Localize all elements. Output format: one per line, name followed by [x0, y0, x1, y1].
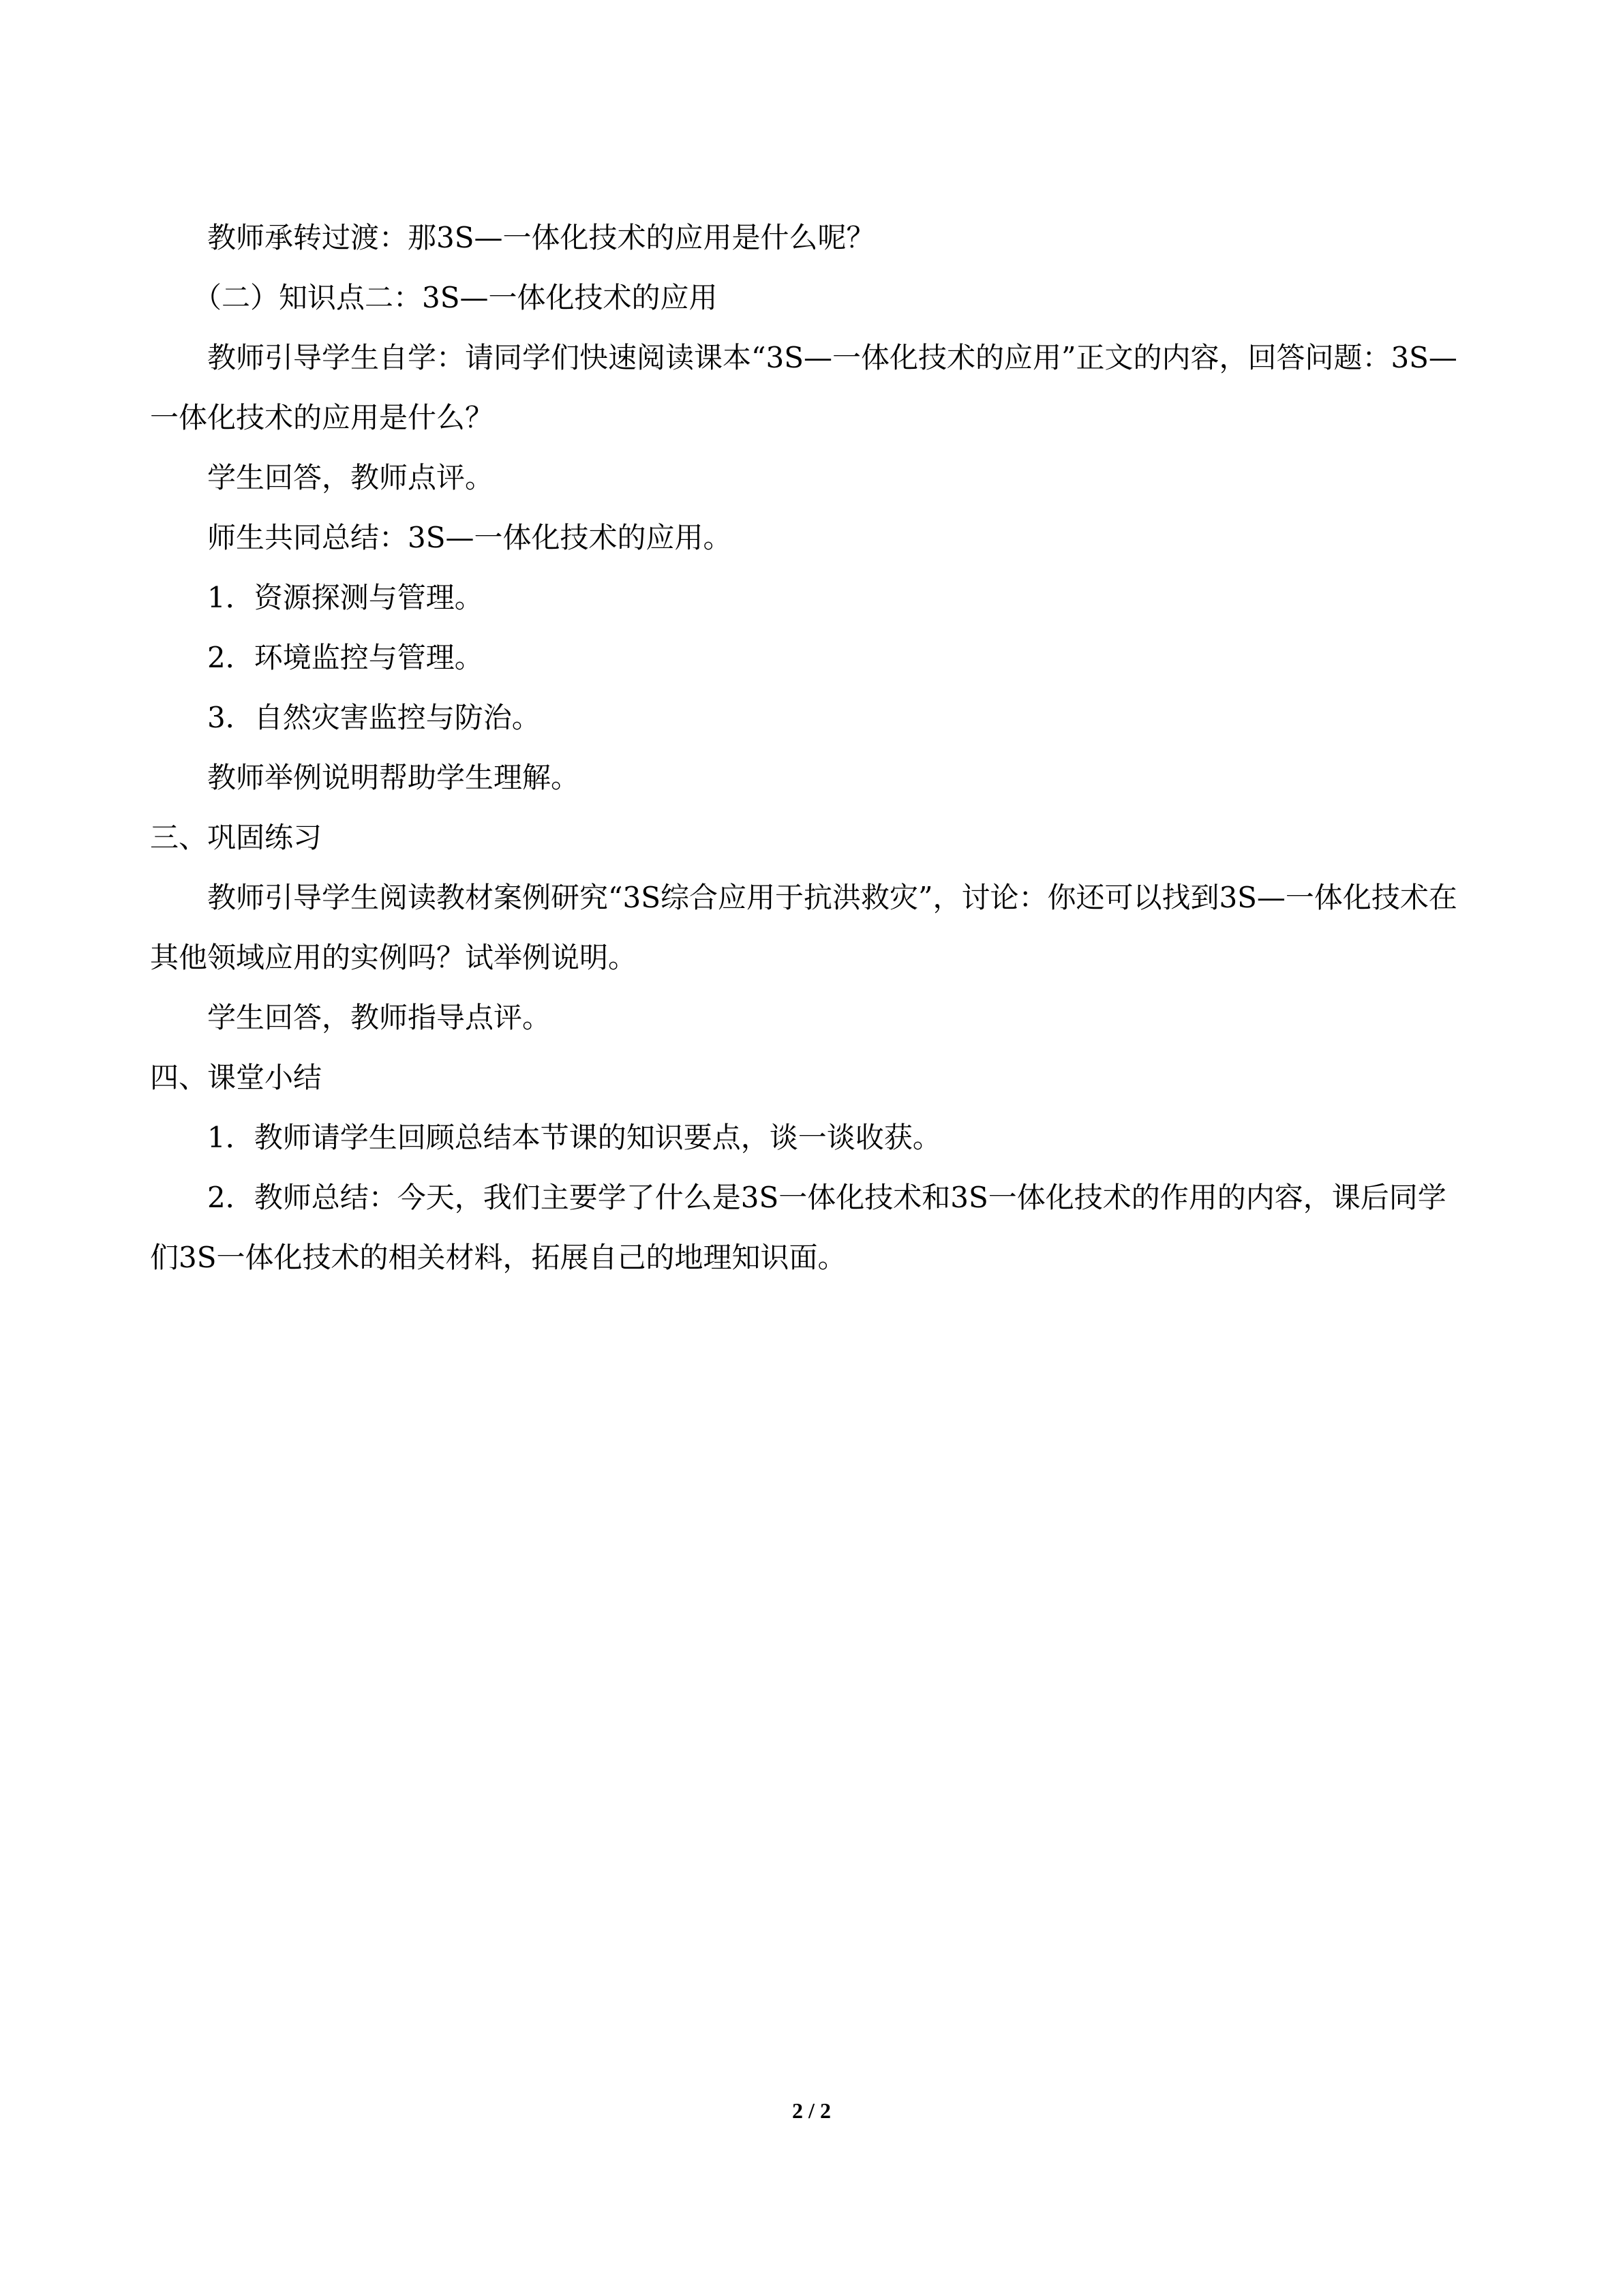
page-number: 2 / 2 [792, 2098, 831, 2123]
paragraph-student-answer-2: 学生回答，教师指导点评。 [207, 1001, 551, 1034]
section-heading-class-summary: 四、课堂小结 [150, 1061, 322, 1094]
document-body [150, 208, 1459, 1288]
summary-item-1: 1．教师请学生回顾总结本节课的知识要点，谈一谈收获。 [207, 1121, 941, 1154]
paragraph-teacher-example: 教师举例说明帮助学生理解。 [207, 761, 580, 794]
paragraph-summary-intro: 师生共同总结：3S—一体化技术的应用。 [207, 521, 732, 554]
list-item-3: 3．自然灾害监控与防治。 [207, 701, 541, 734]
section-heading-practice: 三、巩固练习 [150, 821, 322, 854]
section-heading-knowledge-point-2: （二）知识点二：3S—一体化技术的应用 [193, 281, 718, 314]
list-item-1: 1．资源探测与管理。 [207, 581, 483, 614]
summary-item-2: 2．教师总结：今天，我们主要学了什么是3S一体化技术和3S一体化技术的作用的内容，课后同学们3S一体化技术的相关材料，拓展自己的地理知识面。 [150, 1181, 1446, 1274]
paragraph-transition: 教师承转过渡：那3S—一体化技术的应用是什么呢？ [207, 221, 875, 254]
list-item-2: 2．环境监控与管理。 [207, 641, 483, 674]
paragraph-student-answer: 学生回答，教师点评。 [207, 461, 494, 494]
paragraph-case-study: 教师引导学生阅读教材案例研究“3S综合应用于抗洪救灾”，讨论：你还可以找到3S—一体化技术在其他领域应用的实例吗？试举例说明。 [150, 881, 1457, 974]
paragraph-self-study: 教师引导学生自学：请同学们快速阅读课本“3S—一体化技术的应用”正文的内容，回答问题：3S—一体化技术的应用是什么？ [150, 341, 1457, 434]
